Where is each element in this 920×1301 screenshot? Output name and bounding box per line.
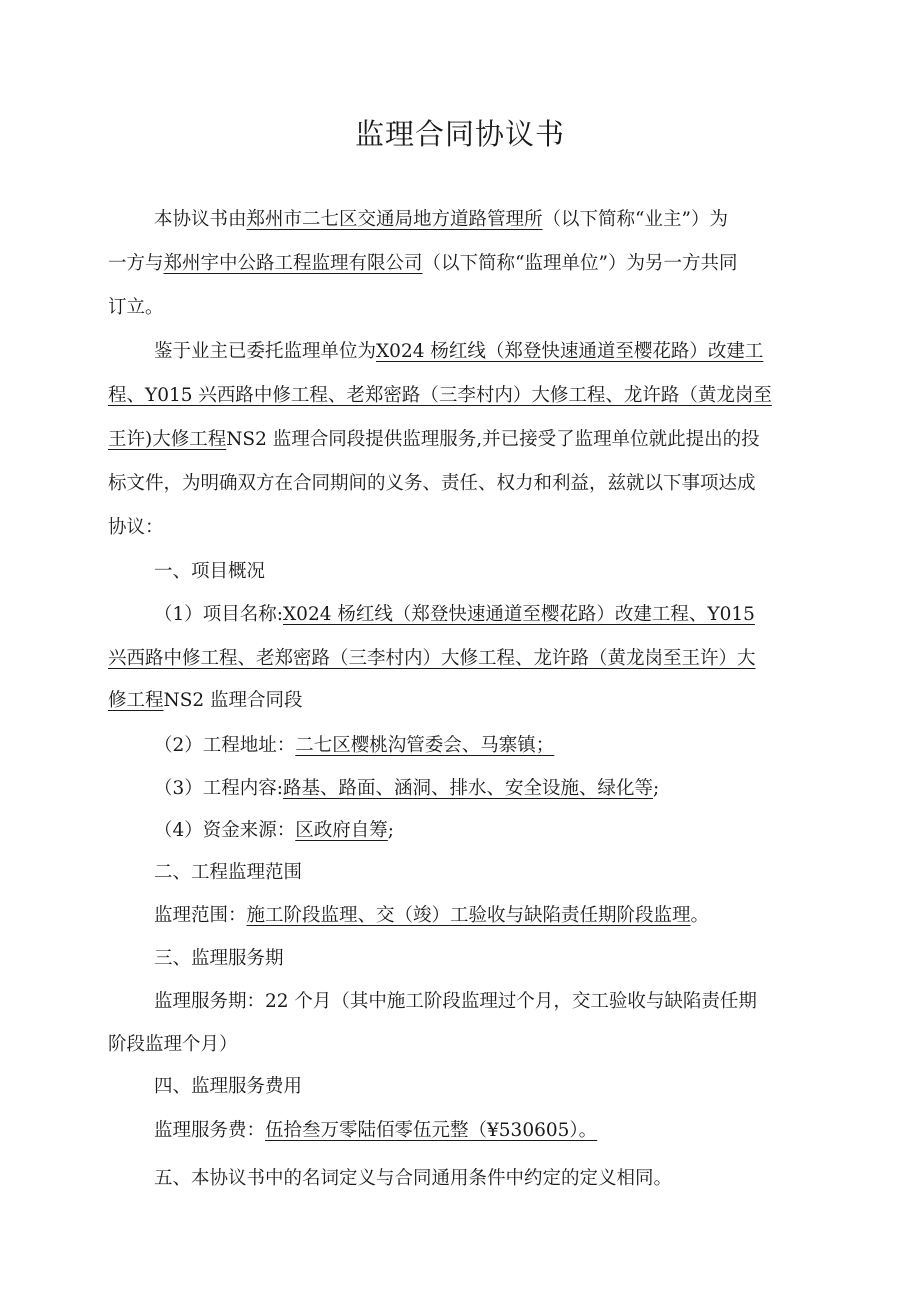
p1-text: （以下简称“业主”）为 bbox=[542, 209, 728, 230]
item-1-line-2 bbox=[108, 650, 756, 669]
service-fee-line bbox=[154, 1122, 597, 1141]
scope-label: 监理范围： bbox=[154, 905, 247, 926]
item-text: ; bbox=[653, 778, 660, 799]
service-period-line-2: 阶段监理个月） bbox=[108, 1034, 238, 1055]
item-label: （3）工程内容: bbox=[154, 778, 284, 799]
item-label: （1）项目名称: bbox=[154, 604, 284, 625]
item-text: ; bbox=[387, 820, 395, 841]
section-1-heading: 一、项目概况 bbox=[154, 561, 266, 582]
p2-line-3 bbox=[108, 431, 760, 450]
item-label: （4）资金来源： bbox=[154, 820, 296, 841]
fee-label: 监理服务费： bbox=[154, 1120, 266, 1141]
service-period-line-1: 监理服务期：22 个月（其中施工阶段监理过个月，交工验收与缺陷责任期 bbox=[154, 991, 757, 1012]
p1-text: 本协议书由 bbox=[154, 209, 247, 230]
p1-line-3: 订立。 bbox=[108, 297, 164, 318]
p2-text: NS2 监理合同段提供监理服务,并已接受了监理单位就此提出的投 bbox=[226, 429, 760, 450]
p1-text: （以下简称“监理单位”）为另一方共同 bbox=[422, 253, 738, 274]
item-4 bbox=[154, 822, 394, 841]
fee-value: 伍拾叁万零陆佰零伍元整（¥530605）。 bbox=[265, 1120, 598, 1141]
document-title: 监理合同协议书 bbox=[354, 117, 565, 151]
p1-line-2 bbox=[108, 255, 737, 274]
p2-line-5: 协议： bbox=[108, 517, 164, 538]
p1-text: 一方与 bbox=[108, 253, 164, 274]
p2-line-2 bbox=[108, 387, 772, 406]
p2-line-1 bbox=[154, 343, 763, 362]
item-value: 修工程 bbox=[108, 690, 164, 711]
item-text: NS2 监理合同段 bbox=[163, 690, 303, 711]
p2-text: 鉴于业主已委托监理单位为 bbox=[154, 341, 377, 362]
item-value: X024 杨红线（郑登快速通道至樱花路）改建工程、Y015 bbox=[283, 604, 755, 625]
section-4-heading: 四、监理服务费用 bbox=[154, 1076, 303, 1097]
p1-line-1 bbox=[154, 211, 728, 230]
item-1-line-3 bbox=[108, 692, 303, 711]
scope-value: 施工阶段监理、交（竣）工验收与缺陷责任期阶段监理 bbox=[246, 905, 691, 926]
owner-name: 郑州市二七区交通局地方道路管理所 bbox=[246, 209, 543, 230]
item-label: （2）工程地址： bbox=[154, 735, 296, 756]
project-name: 程、Y015 兴西路中修工程、老郑密路（三李村内）大修工程、龙许路（黄龙岗至 bbox=[108, 385, 772, 406]
item-value: 兴西路中修工程、老郑密路（三李村内）大修工程、龙许路（黄龙岗至王许）大 bbox=[108, 648, 756, 669]
item-value: 区政府自筹 bbox=[295, 820, 388, 841]
scope-text: 。 bbox=[690, 905, 710, 926]
supervisor-name: 郑州宇中公路工程监理有限公司 bbox=[163, 253, 423, 274]
p2-line-4: 标文件，为明确双方在合同期间的义务、责任、权力和利益，兹就以下事项达成 bbox=[108, 473, 756, 494]
item-value: 路基、路面、涵洞、排水、安全设施、绿化等 bbox=[283, 778, 654, 799]
section-3-heading: 三、监理服务期 bbox=[154, 948, 284, 969]
project-name: 王许)大修工程 bbox=[108, 429, 227, 450]
item-2 bbox=[154, 737, 554, 756]
item-1-line-1 bbox=[154, 606, 755, 625]
scope-line bbox=[154, 907, 709, 926]
section-5-text: 五、本协议书中的名词定义与合同通用条件中约定的定义相同。 bbox=[154, 1168, 673, 1189]
item-value: 二七区樱桃沟管委会、马寨镇； bbox=[295, 735, 555, 756]
item-3 bbox=[154, 780, 659, 799]
section-2-heading: 二、工程监理范围 bbox=[154, 862, 303, 883]
project-name: X024 杨红线（郑登快速通道至樱花路）改建工 bbox=[376, 341, 764, 362]
